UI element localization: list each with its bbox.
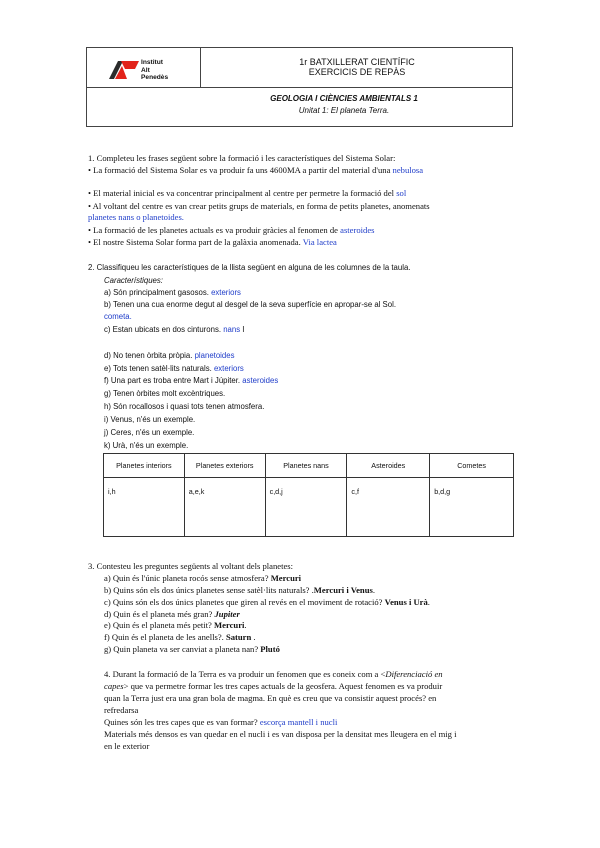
q1-answer: sol bbox=[396, 188, 407, 198]
q2-item: g) Tenen òrbites molt excèntriques. bbox=[104, 389, 226, 398]
q3-answer: Jupiter bbox=[214, 609, 240, 619]
table-row bbox=[104, 478, 514, 537]
classification-table bbox=[103, 453, 514, 537]
q4-answer: escorça mantell i nucli bbox=[259, 717, 338, 727]
q1-intro: 1. Completeu les frases següent sobre la formació i les característiques del Sistema Solar: bbox=[88, 153, 396, 163]
table-header: Cometes bbox=[430, 454, 514, 478]
q3-item: d) Quin és el planeta més gran? Jupiter bbox=[104, 609, 240, 619]
q3-answer: Mercuri bbox=[214, 620, 245, 630]
q2-item: b) Tenen una cua enorme degut al desgel de la seva superfície en apropar-se al Sol. bbox=[104, 300, 396, 309]
q3-intro: 3. Contesteu les preguntes següents al voltant dels planetes: bbox=[88, 561, 294, 571]
logo-text: Institut Alt Penedès bbox=[141, 59, 169, 82]
q1-answer: Via lactea bbox=[302, 237, 337, 247]
course-title: 1r BATXILLERAT CIENTÍFIC bbox=[299, 57, 415, 67]
q1-item: • La formació de les planetes actuals es va produir gràcies al fenomen de asteroides bbox=[88, 225, 375, 235]
q2-item: h) Són rocallosos i quasi tots tenen atmosfera. bbox=[104, 402, 265, 411]
q2-item: e) Tots tenen satèl·lits naturals. exteriors bbox=[104, 364, 244, 373]
exercise-title: EXERCICIS DE REPÀS bbox=[308, 67, 406, 77]
q2-item: cometa. bbox=[104, 312, 132, 321]
q1-item bbox=[88, 212, 184, 222]
q4-line: en le exterior bbox=[104, 741, 150, 751]
table-header: Planetes nans bbox=[265, 454, 347, 478]
q1-item: • El material inicial es va concentrar principalment al centre per permetre la formació del sol bbox=[88, 188, 407, 198]
q4-line: 4. Durant la formació de la Terra es va produir un fenomen que es coneix com a <Diferenciació en bbox=[104, 669, 443, 679]
q3-answer: Mercuri i Venus bbox=[313, 585, 373, 595]
institut-logo-icon bbox=[109, 57, 139, 79]
table-header: Asteroides bbox=[347, 454, 430, 478]
q2-item: f) Una part es troba entre Mart i Júpiter. asteroides bbox=[104, 376, 279, 385]
q3-item: e) Quin és el planeta més petit? Mercuri. bbox=[104, 620, 247, 630]
table-cell: a,e,k bbox=[184, 478, 265, 537]
q3-item: f) Quin és el planeta de les anells?. Saturn . bbox=[104, 632, 256, 642]
q3-item: b) Quins són els dos únics planetes sense satèl·lits naturals? .Mercuri i Venus. bbox=[104, 585, 375, 595]
q3-item: c) Quins són els dos únics planetes que giren al revés en el moviment de rotació? Venus i Urà. bbox=[104, 597, 430, 607]
q3-answer: Mercuri bbox=[270, 573, 302, 583]
unit-title: Unitat 1: El planeta Terra. bbox=[298, 106, 390, 115]
table-header: Planetes exteriors bbox=[184, 454, 265, 478]
q1-item: • El nostre Sistema Solar forma part de la galàxia anomenada. Via lactea bbox=[88, 237, 337, 247]
q1-answer: asteroides bbox=[340, 225, 375, 235]
q2-intro: 2. Classifiqueu les característiques de la llista següent en alguna de les columnes de la taula. bbox=[88, 263, 411, 272]
table-cell: c,d,j bbox=[265, 478, 347, 537]
header-divider bbox=[87, 87, 512, 88]
q2-item: a) Són principalment gasosos. exteriors bbox=[104, 288, 241, 297]
table-cell: c,f bbox=[347, 478, 430, 537]
q1-item: • Al voltant del centre es van crear petits grups de materials, en forma de petits planetes, anomenats bbox=[88, 201, 430, 211]
q2-item: j) Ceres, n'és un exemple. bbox=[104, 428, 195, 437]
subject-title: GEOLOGIA I CIÈNCIES AMBIENTALS 1 bbox=[270, 94, 418, 103]
q2-item: i) Venus, n'és un exemple. bbox=[104, 415, 196, 424]
q1-answer: nebulosa bbox=[392, 165, 424, 175]
q3-answer: Plutó bbox=[260, 644, 280, 654]
q3-item: g) Quin planeta va ser canviat a planeta nan? Plutó bbox=[104, 644, 280, 654]
q3-answer: Saturn bbox=[225, 632, 252, 642]
q4-line: Materials més densos es van quedar en el nucli i es van disposa per la densitat mes lleugera en el mig i bbox=[104, 729, 457, 739]
document-header bbox=[86, 47, 513, 127]
q4-line: quan la Terra just era una gran bola de magma. En què es creu que va consistir aquest procés? en bbox=[104, 693, 437, 703]
table-header: Planetes interiors bbox=[104, 454, 185, 478]
q2-item: c) Estan ubicats en dos cinturons. nans I bbox=[104, 325, 245, 334]
q3-item: a) Quin és l'únic planeta rocós sense atmosfera? Mercuri bbox=[104, 573, 302, 583]
table-cell: b,d,g bbox=[430, 478, 514, 537]
q2-label: Característiques: bbox=[104, 276, 163, 285]
table-header-row bbox=[104, 454, 514, 478]
q4-line: refredarsa bbox=[104, 705, 139, 715]
q1-answer: planetes nans o planetoides. bbox=[88, 212, 184, 222]
q3-answer: Venus i Urà bbox=[384, 597, 428, 607]
q4-question: Quines són les tres capes que es van formar? escorça mantell i nucli bbox=[104, 717, 338, 727]
table-cell: i,h bbox=[104, 478, 185, 537]
q4-line: capes> que va permetre formar les tres capes actuals de la geosfera. Aquest fenomen es va produir bbox=[104, 681, 443, 691]
q2-item: d) No tenen òrbita pròpia. planetoides bbox=[104, 351, 235, 360]
q2-item: k) Urà, n'és un exemple. bbox=[104, 441, 189, 450]
q1-item: • La formació del Sistema Solar es va produir fa uns 4600MA a partir del material d'una nebulosa bbox=[88, 165, 424, 175]
